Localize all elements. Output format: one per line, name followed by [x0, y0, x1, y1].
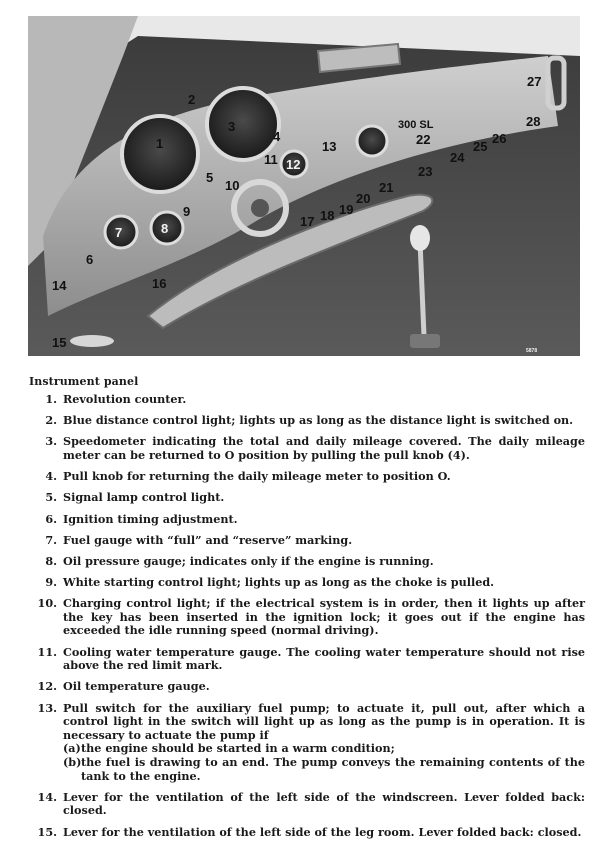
callout-15: 15 — [52, 335, 67, 350]
item-text: Lever for the ventilation of the left side of the windscreen. Lever folded back: closed. — [63, 789, 585, 818]
list-item-3 — [29, 435, 585, 462]
sub-item-label: (a) — [63, 741, 81, 756]
item-text: Charging control light; if the electrical system is in order, then it lights up after the key has been inserted in the ignition lock; it goes out if the engine has exceeded the idle running speed (normal driving). — [63, 596, 585, 638]
dashboard-photo — [28, 16, 580, 356]
item-number: 3. — [45, 434, 57, 449]
callout-28: 28 — [526, 114, 541, 129]
item-text: Speedometer indicating the total and daily mileage covered. The daily mileage meter can be returned to O position by pulling the pull knob (4). — [63, 434, 585, 462]
callout-23: 23 — [418, 164, 433, 179]
instrument-list — [29, 393, 585, 847]
list-item-2 — [29, 414, 585, 428]
list-item-12 — [29, 680, 585, 694]
list-item-14 — [29, 791, 585, 818]
plate-code: 5878 — [526, 348, 538, 354]
item-number: 6. — [45, 511, 57, 526]
callout-1: 1 — [156, 136, 164, 151]
sub-item-text: the engine should be started in a warm condition; — [81, 741, 395, 756]
list-item-5 — [29, 491, 585, 505]
callout-20: 20 — [356, 191, 371, 206]
item-number: 13. — [37, 700, 57, 715]
item-text: Ignition timing adjustment. — [63, 511, 238, 526]
item-number: 10. — [37, 596, 57, 611]
sub-item-a — [63, 742, 585, 756]
list-item-1 — [29, 393, 585, 407]
callout-8: 8 — [161, 221, 169, 236]
sub-item-label: (b) — [63, 755, 82, 769]
item-text: Signal lamp control light. — [63, 490, 225, 505]
item-number: 1. — [45, 392, 57, 406]
item-text: Pull switch for the auxiliary fuel pump; to actuate it, pull out, after which a control light in the switch will light up as long as the pump is in operation. It is necessary to actuate the pump if — [63, 700, 585, 742]
item-number: 14. — [37, 789, 57, 804]
item-text: Cooling water temperature gauge. The cooling water temperature should not rise above the red limit mark. — [63, 644, 585, 673]
callout-3: 3 — [228, 119, 236, 134]
item-text: Blue distance control light; lights up as long as the distance light is switched on. — [63, 413, 574, 428]
callout-2: 2 — [188, 92, 196, 107]
callout-12: 12 — [286, 157, 301, 172]
item-number: 15. — [37, 824, 57, 839]
list-item-4 — [29, 470, 585, 484]
callout-19: 19 — [339, 202, 354, 217]
list-item-6 — [29, 513, 585, 527]
item-text: Oil pressure gauge; indicates only if the engine is running. — [63, 553, 434, 568]
list-item-15 — [29, 826, 585, 840]
item-text: Oil temperature gauge. — [63, 679, 210, 694]
callout-13: 13 — [322, 139, 337, 154]
list-item-11 — [29, 646, 585, 673]
item-text: Lever for the ventilation of the left side of the leg room. Lever folded back: closed. — [63, 824, 582, 839]
item-text: White starting control light; lights up as long as the choke is pulled. — [63, 575, 495, 590]
item-body — [63, 702, 585, 784]
callout-7: 7 — [115, 225, 123, 240]
callout-10: 10 — [225, 178, 240, 193]
callout-22: 22 — [416, 132, 431, 147]
callout-24: 24 — [450, 150, 465, 165]
item-number: 11. — [37, 644, 57, 659]
callout-9: 9 — [183, 204, 191, 219]
item-text: Pull knob for returning the daily mileage meter to position O. — [63, 469, 451, 484]
section-title: Instrument panel — [29, 375, 139, 388]
callout-21: 21 — [379, 180, 394, 195]
item-number: 2. — [45, 413, 57, 428]
item-number: 12. — [37, 679, 57, 694]
item-number: 4. — [45, 469, 57, 484]
dashboard-illustration — [28, 16, 580, 356]
list-item-7 — [29, 534, 585, 548]
callout-4: 4 — [273, 129, 281, 144]
item-number: 7. — [45, 532, 57, 547]
item-number: 5. — [45, 490, 57, 505]
sub-item-text: the fuel is drawing to an end. The pump conveys the remaining contents of the tank to the engine. — [81, 755, 585, 783]
callout-14: 14 — [52, 278, 67, 293]
callout-5: 5 — [206, 170, 214, 185]
callout-27: 27 — [527, 74, 542, 89]
item-number: 8. — [45, 553, 57, 568]
list-item-13 — [29, 702, 585, 784]
item-text: Revolution counter. — [63, 392, 187, 406]
list-item-10 — [29, 597, 585, 638]
list-item-8 — [29, 555, 585, 569]
model-badge: 300 SL — [398, 119, 434, 131]
callout-26: 26 — [492, 131, 507, 146]
callout-18: 18 — [320, 208, 335, 223]
callout-17: 17 — [300, 214, 315, 229]
sub-item-b — [63, 756, 585, 783]
callout-25: 25 — [473, 139, 488, 154]
callout-16: 16 — [152, 276, 167, 291]
item-text: Fuel gauge with “full” and “reserve” marking. — [63, 532, 353, 547]
callout-11: 11 — [264, 152, 278, 167]
list-item-9 — [29, 576, 585, 590]
item-number: 9. — [45, 575, 57, 590]
callout-6: 6 — [86, 252, 94, 267]
